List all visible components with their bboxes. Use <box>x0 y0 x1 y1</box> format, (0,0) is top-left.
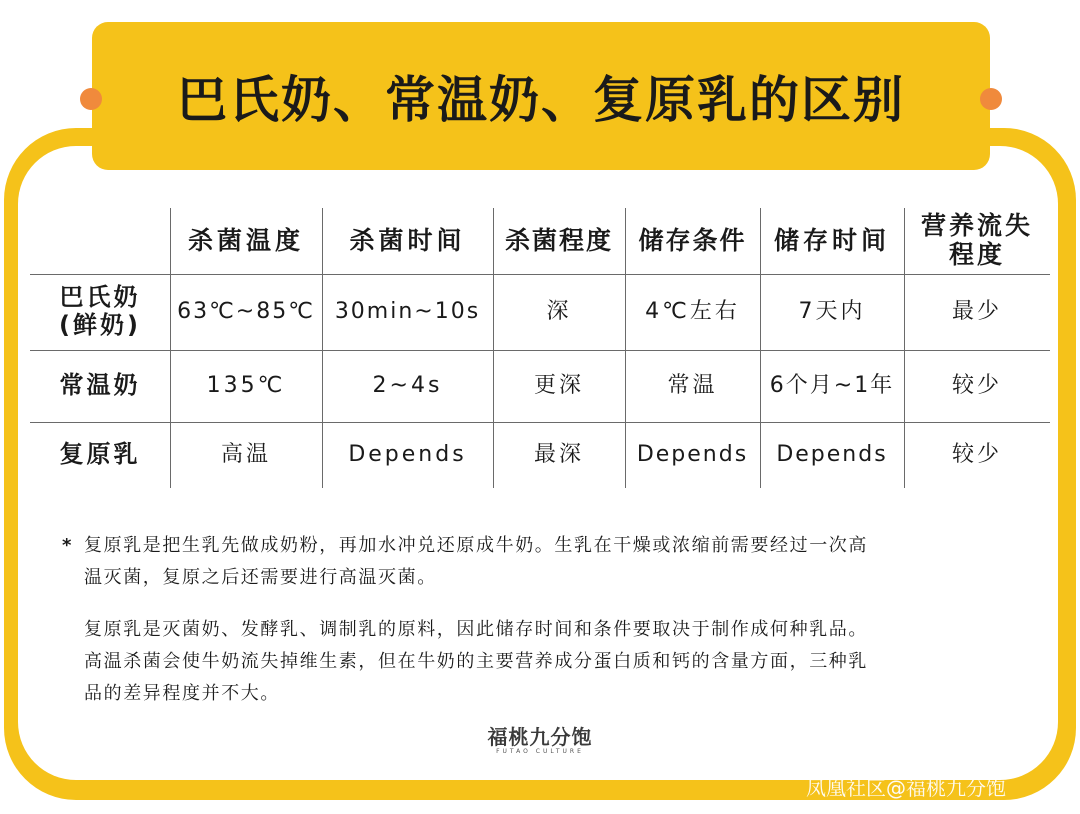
table-cell: 63℃~85℃ <box>177 299 315 325</box>
table-cell: 135℃ <box>206 373 286 399</box>
table-cell: 较少 <box>951 373 1002 399</box>
asterisk: * <box>62 535 74 556</box>
footnote-text: 品的差异程度并不大。 <box>84 683 280 704</box>
table-divider <box>30 274 1050 275</box>
table-cell: 较少 <box>951 442 1002 468</box>
table-cell: 更深 <box>533 373 584 399</box>
table-cell: 深 <box>546 299 572 325</box>
footnotes <box>62 530 1012 710</box>
table-divider <box>760 208 761 488</box>
row-label-reconstituted: 复原乳 <box>59 440 141 469</box>
header-storage-time: 储存时间 <box>773 225 890 255</box>
table-cell: 7天内 <box>798 299 866 325</box>
table-divider <box>493 208 494 488</box>
footnote-1 <box>62 530 1012 562</box>
title-banner <box>92 22 990 170</box>
table-cell: Depends <box>776 442 888 468</box>
table-cell: Depends <box>348 442 467 468</box>
table-cell: 30min~10s <box>334 299 481 325</box>
footnote-text: 复原乳是把生乳先做成奶粉，再加水冲兑还原成牛奶。生乳在干燥或浓缩前需要经过一次高 <box>84 535 868 556</box>
table-divider <box>322 208 323 488</box>
table-cell: 最深 <box>533 442 584 468</box>
table-divider <box>30 422 1050 423</box>
watermark: 凤凰社区@福桃九分饱 <box>806 776 1006 800</box>
table-divider <box>625 208 626 488</box>
table-cell: 4℃左右 <box>645 299 740 325</box>
orange-dot-left <box>80 88 102 110</box>
logo-subtext: FUTAO CULTURE <box>496 748 584 755</box>
footnote-text: 复原乳是灭菌奶、发酵乳、调制乳的原料，因此储存时间和条件要取决于制作成何种乳品。 <box>84 619 868 640</box>
table-cell: 2~4s <box>372 373 443 399</box>
page-title: 巴氏奶、常温奶、复原乳的区别 <box>177 71 905 129</box>
row-label-uht: 常温奶 <box>59 371 141 400</box>
logo-text: 福桃九分饱 <box>487 725 593 749</box>
orange-dot-right <box>980 88 1002 110</box>
table-cell: 常温 <box>667 373 718 399</box>
comparison-table <box>30 208 1050 488</box>
header-storage-condition: 储存条件 <box>638 225 747 255</box>
header-nutrition-loss: 营养流失 程度 <box>920 211 1033 269</box>
row-label-pasteurized: 巴氏奶 (鲜奶) <box>59 283 141 339</box>
table-divider <box>904 208 905 488</box>
table-cell: 高温 <box>220 442 271 468</box>
table-cell: Depends <box>636 442 749 468</box>
footnote-text: 高温杀菌会使牛奶流失掉维生素，但在牛奶的主要营养成分蛋白质和钙的含量方面，三种乳 <box>84 651 868 672</box>
header-sterilization-degree: 杀菌程度 <box>504 225 613 255</box>
header-sterilization-temp: 杀菌温度 <box>187 225 304 255</box>
brand-logo <box>460 726 620 756</box>
table-divider <box>30 350 1050 351</box>
table-cell: 最少 <box>951 299 1002 325</box>
table-cell: 6个月~1年 <box>769 373 895 399</box>
table-divider <box>170 208 171 488</box>
footnote-text: 温灭菌，复原之后还需要进行高温灭菌。 <box>84 567 437 588</box>
header-sterilization-time: 杀菌时间 <box>349 225 466 255</box>
